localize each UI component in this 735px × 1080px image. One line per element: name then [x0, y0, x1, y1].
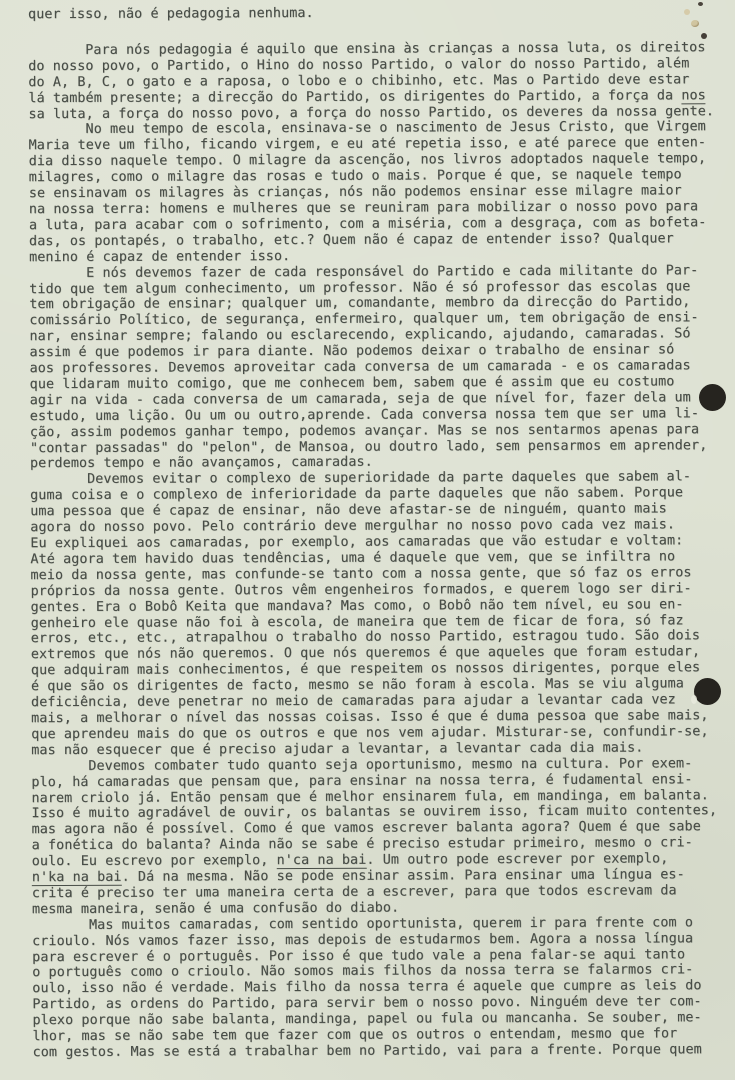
text-line: para escrever é o português. Por isso é que tudo vale a pena falar-se aqui tanto: [32, 946, 686, 965]
paragraph: [28, 40, 722, 123]
text-line: quer isso, não é pedagogia nenhuma.: [28, 5, 314, 23]
text-line: tem obrigação de ensinar; qualquer um, comandante, membro da direcção do Partido,: [29, 294, 691, 313]
text-line: guma coisa e o complexo de inferioridade da parte daqueles que não sabem. Porque: [30, 485, 684, 504]
text-line: narem criolo já. Então pensam que é melhor ensinarem fula, em mandinga, em balanta.: [31, 787, 709, 806]
text-line: comissário Político, de segurança, enfermeiro, qualquer um, tem obrigação de ensi-: [29, 310, 699, 329]
text-line: meio da nossa gente, mas confunde-se tanto com a nossa gente, que só faz os erros: [30, 565, 692, 583]
text-line: Eu expliquei aos camaradas, por exemplo, aos camaradas que vão estudar e voltam:: [30, 533, 684, 552]
text-line: lá também presente; a direcção do Partido, os dirigentes do Partido, a força da nos: [28, 87, 706, 106]
text-line: Maria teve um filho, ficando virgem, e eu até repetia isso, e até parece que enten-: [28, 135, 707, 154]
text-line: sa luta, a força do nosso povo, a força do nosso Partido, os deveres da nossa gente.: [28, 103, 715, 122]
text-line: No meu tempo de escola, ensinava-se o nascimento de Jesus Cristo, que Virgem: [85, 119, 706, 138]
text-line: que aprendeu mais do que os outros e que nos vem ajudar. Misturar-se, confundir-se,: [31, 724, 709, 743]
text-line: é que são os dirigentes de facto, mesmo se não foram à escola. Mas se viu alguma: [30, 676, 684, 695]
text-line: que adquiram mais conhecimentos, é que respeitem os nossos dirigentes, porque eles: [30, 660, 701, 679]
text-line: do nosso povo, o Partido, o Hino do nosso Partido, o valor do nosso Partido, além: [28, 56, 690, 74]
text-line: o português como o crioulo. Não somos mais filhos da nossa terra se falarmos cri-: [32, 962, 694, 981]
paper-speck-tan-1: [684, 9, 690, 15]
text-line: uma pessoa que é capaz de ensinar, não deve afastar-se de ninguém, quanto mais: [30, 501, 667, 520]
text-line: lhor, mas se não sabe tem que fazer com que os outros o entendam, mesmo que for: [32, 1026, 678, 1045]
underlined-phrase: n'ca na bai: [276, 852, 367, 869]
text-line: oulo, isso não é verdade. Mais filho da nossa terra é aquele que cumpre as leis do: [32, 978, 702, 997]
text-line: Mas muitos camaradas, com sentido oportunista, querem ir para frente com o: [88, 915, 694, 933]
paragraph: [30, 470, 725, 759]
text-line: na nossa terra: homens e mulheres que se reuniram para mobilizar o nosso povo para: [28, 199, 699, 218]
text-line: a fonética do balanta? Ainda não se sabe é preciso estudar primeiro, mesmo o cri-: [31, 835, 693, 854]
text-line: Isso é muito agradável de ouvir, os balantas se ouvirem isso, ficam muito contentes,: [31, 803, 718, 822]
text-line: próprios da nossa gente. Outros vêm engenheiros formados, e querem logo ser diri-: [30, 581, 692, 599]
text-line: oulo. Eu escrevo por exemplo, n'ca na bai. Um outro pode escrever por exemplo,: [31, 851, 669, 870]
text-line: mas agora não é possível. Como é que vamos escrever balanta agora? Quem é que sabe: [31, 819, 701, 838]
text-line: E nós devemos fazer de cada responsável do Partido e cada militante do Par-: [86, 262, 699, 281]
text-line: nar, ensinar sempre; falando ou esclarecendo, explicando, ajudando, camaradas. Só: [29, 326, 691, 345]
text-line: "contar passadas" do "pelon", de Mansoa, ou doutro lado, sem pensarmos em aprender,: [29, 437, 708, 456]
text-line: do A, B, C, o gato e a raposa, o lobo e o chibinho, etc. Mas o Partido deve estar: [28, 72, 690, 90]
text-line: aos professores. Devemos aproveitar cada conversa de um camarada - e os camaradas: [29, 358, 691, 377]
text-line: gentes. Era o Bobô Keita que mandava? Mas como, o Bobô não tem nível, eu sou en-: [30, 596, 684, 615]
text-line: que lidaram muito comigo, que me conhecem bem, sabem que é assim que eu costumo: [29, 374, 675, 393]
paragraph: [29, 263, 724, 473]
underlined-phrase: n'ka na bai: [31, 869, 122, 886]
text-line: erros, etc., etc., atrapalhou o trabalho do nosso Partido, estragou tudo. São dois: [30, 628, 701, 647]
text-line: crita é preciso ter uma maneira certa de a escrever, para que todos escrevam da: [31, 883, 677, 902]
text-line: extremos que nós não queremos. O que nós queremos é que aqueles que foram estudar,: [30, 644, 701, 663]
paper-speck-tan-2: [691, 20, 699, 27]
paper-speck-dark-2: [701, 33, 707, 39]
text-line: mais, a melhorar o nível das nossas coisas. Isso é que é duma pessoa que sabe mais,: [31, 708, 709, 727]
text-line: agora do nosso povo. Pelo contrário deve mergulhar no nosso povo cada vez mais.: [30, 517, 676, 536]
text-line: mesma maneira, senão é uma confusão do diabo.: [31, 900, 400, 918]
text-line: a luta, para acabar com o sofrimento, com a miséria, com a desgraça, com as bofeta-: [28, 215, 707, 234]
document-text: [28, 4, 727, 1061]
text-line: plexo porque não sabe balanta, mandinga, papel ou fula ou mancanha. Se souber, me-: [32, 1010, 702, 1029]
paragraph: [32, 915, 727, 1061]
text-line: n'ka na bai. Dá na mesma. Não se pode ensinar assim. Para ensinar uma língua es-: [31, 867, 685, 886]
text-line: agir na vida - cada conversa de um camarada, seja de que nível for, fazer dela um: [29, 390, 691, 409]
text-line: dia disso naquele tempo. O milagre da ascenção, nos livros adoptados naquele tempo,: [28, 151, 707, 170]
text-line: ção, assim podemos ganhar tempo, podemos avançar. Mas se nos sentarmos apenas para: [29, 421, 700, 440]
text-line: se ensinavam os milagres às crianças, nós não podemos ensinar esse milagre maior: [28, 183, 682, 202]
paragraph: [28, 4, 722, 23]
underlined-phrase: nos: [681, 87, 706, 103]
text-line: milagres, como o milagre das rosas e tudo o mais. Porque é que, se naquele tempo: [28, 167, 682, 186]
text-line: Partido, as ordens do Partido, para servir bem o nosso povo. Ninguém deve ter com-: [32, 994, 702, 1013]
text-line: Até agora tem havido duas tendências, uma é daquele que vem, que se infiltra no: [30, 549, 676, 568]
text-line: deficiência, deve penetrar no meio de camaradas para ajudar a levantar cada vez: [31, 692, 676, 711]
text-line: perdemos tempo e não avançamos, camaradas.: [29, 455, 373, 472]
text-line: menino é capaz de entender isso.: [29, 248, 291, 265]
text-line: mas não esquecer que é preciso ajudar a levantar, a levantar cada dia mais.: [31, 740, 644, 758]
text-line: assim é que podemos ir para diante. Não podemos deixar o trabalho de ensinar só: [29, 342, 675, 361]
paragraph: [31, 756, 726, 918]
text-line: Para nós pedagogia é aquilo que ensina às crianças a nossa luta, os direitos: [85, 40, 706, 58]
text-line: com gestos. Mas se está a trabalhar bem no Partido, vai para a frente. Porque quem: [32, 1042, 702, 1061]
text-line: das, os pontapés, o trabalho, etc.? Quem não é capaz de entender isso? Qualquer: [28, 231, 674, 249]
text-line: genheiro ele quase não foi à escola, de maneira que tem de ficar de fora, só faz: [30, 612, 684, 631]
text-line: crioulo. Nós vamos fazer isso, mas depois de estudarmos bem. Agora a nossa língua: [32, 930, 694, 949]
ink-dot-mark-2: [694, 678, 721, 705]
ink-dot-mark-1: [699, 384, 726, 411]
text-line: plo, há camaradas que pensam que, para ensinar na nossa terra, é fudamental ensi-: [31, 771, 693, 790]
text-line: Devemos evitar o complexo de superioridade da parte daqueles que sabem al-: [87, 469, 692, 488]
text-line: estudo, uma lição. Ou um ou outro,aprende. Cada conversa nossa tem que ser uma li-: [29, 406, 700, 424]
paper-speck-dark-1: [698, 2, 703, 6]
text-line: Devemos combater tudo quanto seja oportunismo, mesmo na cultura. Por exem-: [88, 755, 693, 774]
text-line: tido que tem algum conhecimento, um professor. Não é só professor das escolas que: [29, 278, 691, 297]
paragraph: [29, 120, 724, 266]
